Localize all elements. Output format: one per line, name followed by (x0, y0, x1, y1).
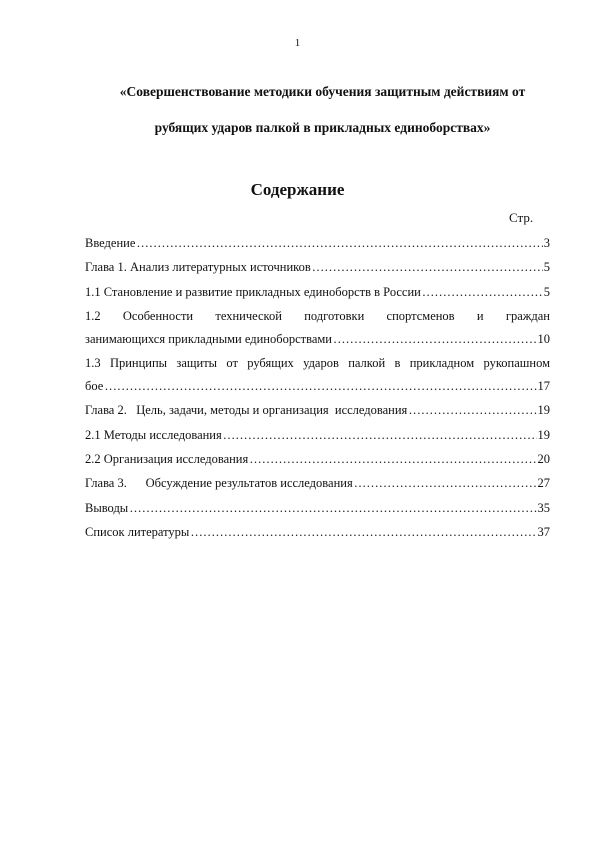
dot-leader (223, 429, 537, 442)
dot-leader (354, 477, 537, 490)
toc-entry-page: 19 (537, 403, 550, 418)
toc-entry-conclusions[interactable] (85, 502, 550, 515)
dot-leader (249, 453, 536, 466)
toc-entry-page: 17 (537, 379, 550, 394)
toc-entry-label: 2.1 Методы исследования (85, 427, 222, 442)
toc-entry-page: 3 (543, 236, 550, 250)
toc-entry-page: 27 (537, 476, 550, 491)
toc-entry-label: Введение (85, 236, 136, 250)
dot-leader (129, 502, 536, 515)
toc-entry-section-1-3[interactable] (85, 357, 550, 393)
dot-leader (190, 526, 536, 539)
toc-entry-section-2-1[interactable] (85, 429, 550, 442)
toc-entry-label: 2.2 Организация исследования (85, 452, 249, 467)
document-title-line-2: рубящих ударов палкой в прикладных единоборствах» (154, 119, 491, 135)
toc-entry-label: Глава 2. Цель, задачи, методы и организация исследования (85, 403, 408, 418)
toc-entry-section-1-2[interactable] (85, 310, 550, 346)
toc-entry-chapter-2[interactable] (85, 404, 550, 417)
toc-entry-introduction[interactable] (85, 237, 550, 250)
toc-entry-label: бое (85, 379, 104, 394)
toc-entry-chapter-3[interactable] (85, 477, 550, 490)
toc-entry-page: 10 (537, 331, 550, 346)
toc-entry-page: 37 (537, 524, 550, 539)
toc-entry-page: 20 (537, 452, 550, 467)
page-number: 1 (294, 37, 301, 49)
toc-heading: Содержание (250, 180, 345, 199)
toc-entry-section-2-2[interactable] (85, 453, 550, 466)
dot-leader (422, 286, 543, 299)
toc-entry-page: 35 (537, 500, 550, 515)
toc-entry-label: Глава 3. Обсуждение результатов исследования (85, 476, 353, 491)
toc-entry-section-1-1[interactable] (85, 286, 550, 299)
toc-entry-page: 5 (543, 284, 550, 299)
toc-entry-chapter-1[interactable] (85, 261, 550, 274)
document-title (60, 85, 585, 134)
toc-entry-label: занимающихся прикладными единоборствами (85, 331, 332, 346)
dot-leader (312, 261, 543, 274)
document-title-line-1: «Совершенствование методики обучения защитным действиям от (119, 84, 526, 99)
toc-entry-label: Выводы (85, 500, 129, 515)
page-column-label: Стр. (509, 210, 534, 225)
toc-entry-label: Список литературы (85, 524, 190, 539)
toc-entry-first-line: 1.3 Принципы защиты от рубящих ударов палкой в прикладном рукопашном (85, 356, 550, 371)
toc-entry-label: 1.1 Становление и развитие прикладных единоборств в России (85, 284, 421, 299)
table-of-contents (85, 237, 550, 550)
toc-entry-first-line: 1.2 Особенности технической подготовки спортсменов и граждан (85, 308, 550, 323)
dot-leader (104, 380, 536, 393)
dot-leader (136, 237, 542, 250)
dot-leader (333, 333, 537, 346)
toc-entry-label: Глава 1. Анализ литературных источников (85, 260, 311, 275)
toc-entry-page: 19 (537, 427, 550, 442)
toc-entry-references[interactable] (85, 526, 550, 539)
dot-leader (408, 404, 536, 417)
toc-entry-page: 5 (543, 260, 550, 275)
